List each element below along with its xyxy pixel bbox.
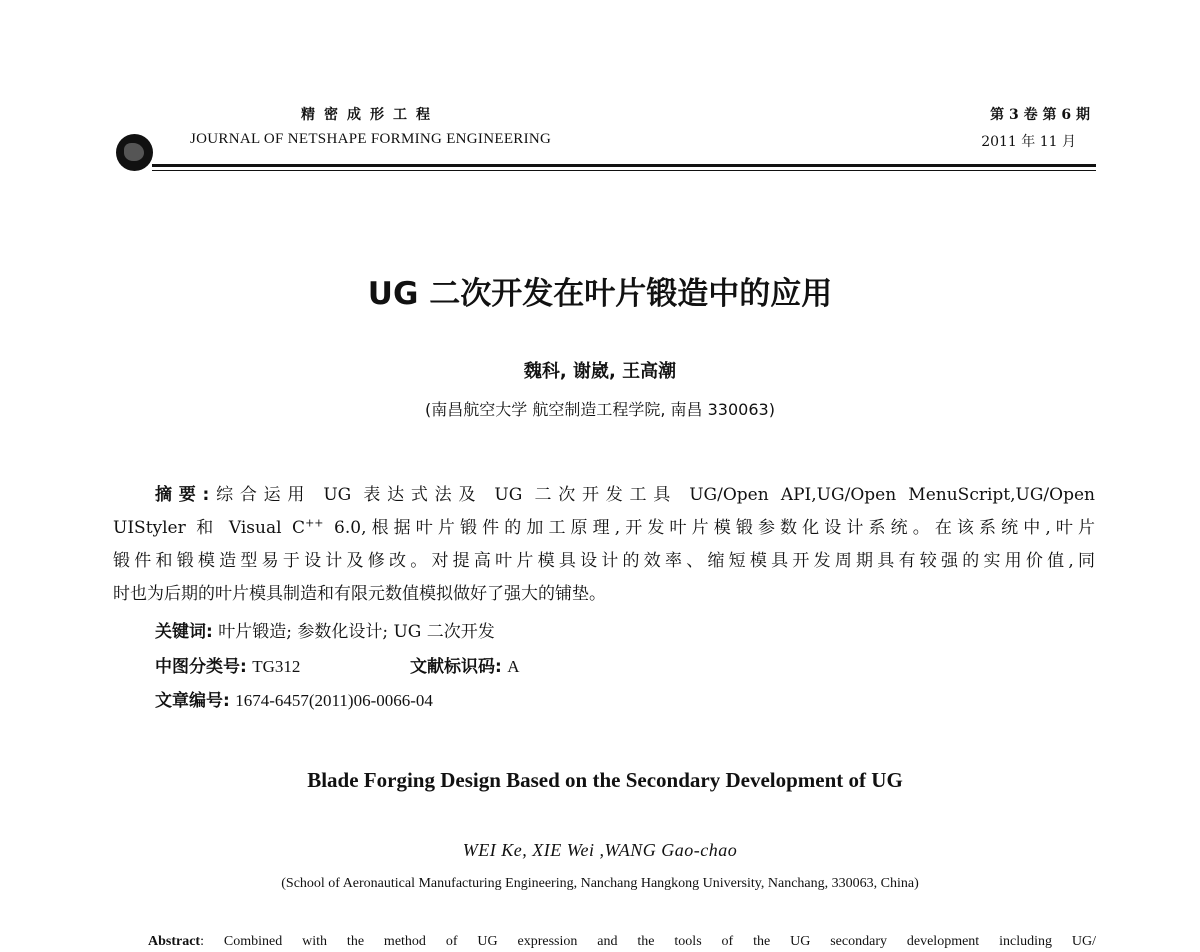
clc-label: 中图分类号:	[155, 657, 247, 677]
superscript-plus: ++	[305, 516, 324, 530]
journal-name-english: JOURNAL OF NETSHAPE FORMING ENGINEERING	[190, 131, 552, 147]
keywords-row	[155, 617, 495, 642]
article-number-row	[155, 686, 433, 711]
journal-name-chinese: 精密成形工程	[301, 107, 439, 123]
english-title: Blade Forging Design Based on the Secondary Development of UG	[307, 768, 903, 792]
document-code-row	[410, 652, 520, 677]
volume-issue: 第 3 卷 第 6 期	[990, 107, 1090, 123]
english-abstract-line-1	[148, 934, 1096, 950]
document-code-value: A	[507, 657, 520, 676]
abstract-label: 摘要:	[155, 485, 210, 505]
english-author-list: WEI Ke, XIE Wei ,WANG Gao-chao	[462, 840, 738, 860]
clc-row	[155, 652, 300, 677]
english-abstract-text: : Combined with the method of UG expression and the tools of the UG secondary development including UG/	[200, 934, 1096, 949]
english-abstract-label: Abstract	[148, 934, 201, 949]
header-rule-thin	[152, 170, 1096, 171]
clc-value: TG312	[252, 657, 301, 676]
english-affiliation: (School of Aeronautical Manufacturing Engineering, Nanchang Hangkong University, Nanchang, 330063, China)	[281, 876, 919, 891]
author-affiliation: (南昌航空大学 航空制造工程学院, 南昌 330063)	[425, 400, 775, 419]
abstract-text-2a: UIStyler 和 Visual C	[113, 518, 306, 538]
abstract-text-2b: 6.0,根据叶片锻件的加工原理,开发叶片模锻参数化设计系统。在该系统中,叶片	[323, 518, 1095, 538]
article-number-label: 文章编号:	[155, 691, 230, 711]
keywords-label: 关键词:	[155, 622, 213, 642]
author-list: 魏科, 谢崴, 王高潮	[523, 361, 677, 382]
header-rule-thick	[152, 164, 1096, 167]
paper-title: UG 二次开发在叶片锻造中的应用	[367, 276, 833, 312]
journal-logo-mark-icon	[124, 143, 144, 161]
issue-date: 2011 年 11 月	[981, 134, 1076, 150]
abstract-line-4: 时也为后期的叶片模具制造和有限元数值模拟做好了强大的铺垫。	[113, 584, 606, 604]
abstract-line-3: 锻件和锻模造型易于设计及修改。对提高叶片模具设计的效率、缩短模具开发周期具有较强的实用价值,同	[113, 551, 1095, 571]
abstract-line-1	[155, 480, 1095, 505]
article-number-value: 1674-6457(2011)06-0066-04	[235, 691, 433, 710]
keywords-value: 叶片锻造; 参数化设计; UG 二次开发	[218, 622, 495, 642]
abstract-line-2	[113, 513, 1095, 538]
abstract-text-1: 综合运用 UG 表达式法及 UG 二次开发工具 UG/Open API,UG/Open MenuScript,UG/Open	[209, 485, 1095, 505]
document-code-label: 文献标识码:	[410, 657, 502, 677]
